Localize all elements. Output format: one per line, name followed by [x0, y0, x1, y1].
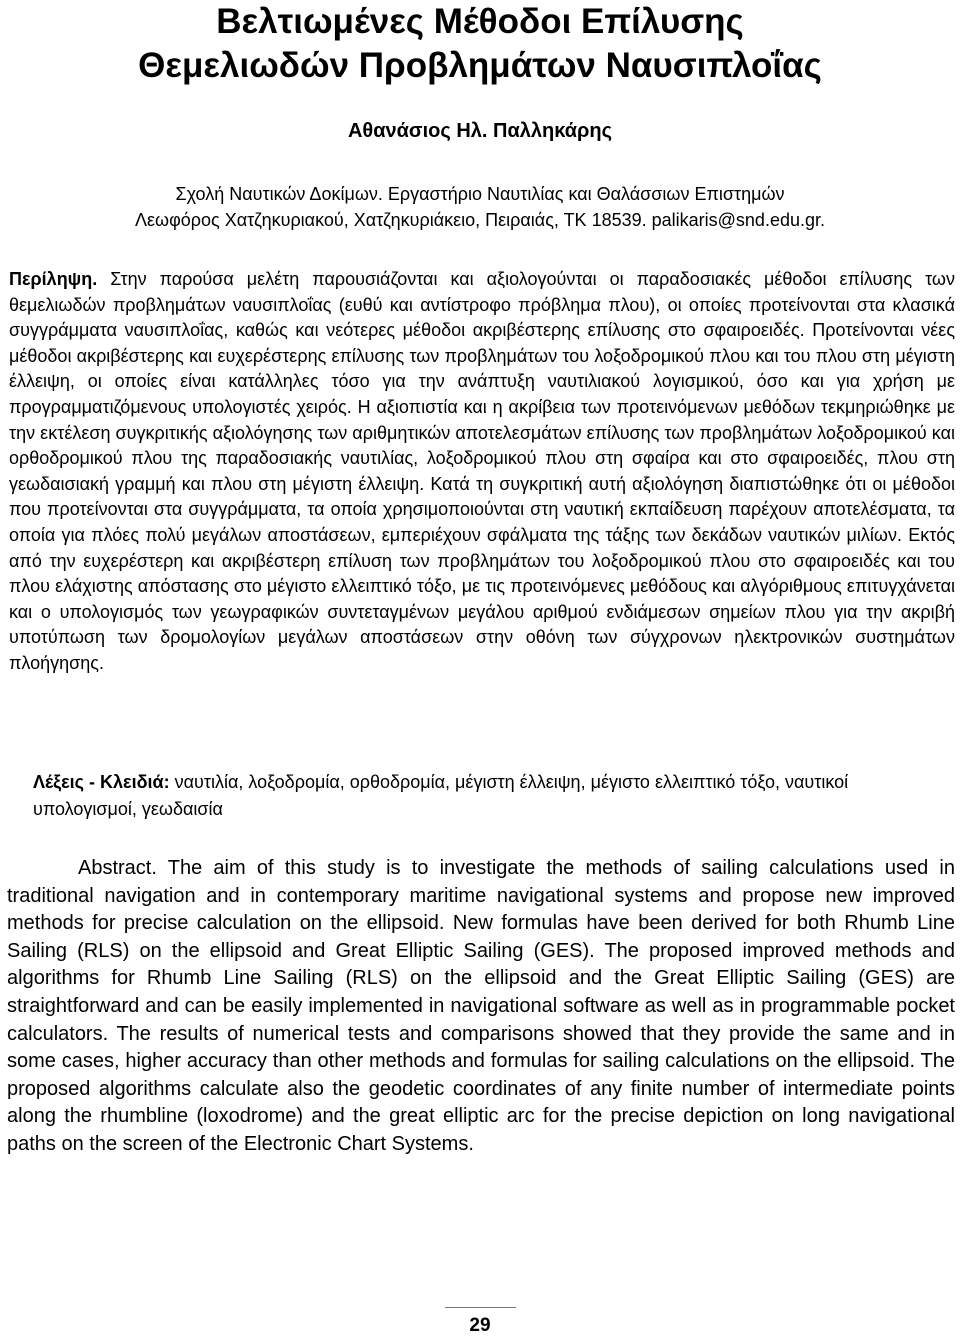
- author-affiliation: [0, 181, 960, 233]
- keywords-label: Λέξεις - Κλειδιά:: [33, 772, 170, 792]
- page-number: 29: [469, 1315, 491, 1336]
- footer-rule: [445, 1307, 516, 1308]
- keywords-text: ναυτιλία, λοξοδρομία, ορθοδρομία, μέγιστη έλλειψη, μέγιστο ελλειπτικό τόξο, ναυτικοί υπολογισμοί, γεωδαισία: [33, 772, 849, 819]
- greek-abstract-text: Στην παρούσα μελέτη παρουσιάζονται και αξιολογούνται οι παραδοσιακές μέθοδοι επίλυσης των θεμελιωδών προβλημάτων ναυσιπλοΐας (ευθύ και αντίστροφο πρόβλημα πλου), οι οποίες προτείνονται στα κλασικά συγγράμματα ναυσιπλοΐας, καθώς και νεότερες μέθοδοι ακριβέστερης επίλυσης στο σφαιροειδές. Προτείνονται νέες μέθοδοι ακριβέστερης και ευχερέστερης επίλυσης των προβλημάτων του λοξοδρομικού πλου και του πλου στη μέγιστη έλλειψη, οι οποίες είναι κατάλληλες τόσο για την ανάπτυξη ναυτιλιακού λογισμικού, όσο και για χρήση με προγραμματιζόμενους υπολογιστές χειρός. Η αξιοπιστία και η ακρίβεια των προτεινόμενων μεθόδων τεκμηριώθηκε με την εκτέλεση συγκριτικής αξιολόγησης των αριθμητικών αποτελεσμάτων επίλυσης των προβλημάτων λοξοδρομικού και ορθοδρομικού πλου της παραδοσιακής ναυτιλίας, λοξοδρομικού πλου στη σφαίρα και στο σφαιροειδές, πλου στη γεωδαισιακή γραμμή και πλου στη μέγιστη έλλειψη. Κατά τη συγκριτική αυτή αξιολόγηση διαπιστώθηκε ότι οι μέθοδοι που προτείνονται στα συγγράμματα, τα οποία χρησιμοποιούνται στη ναυτική εκπαίδευση παρέχουν αποτελέσματα, τα οποία για πλόες πολύ μεγάλων αποστάσεων, εμπεριέχουν σφάλματα της τάξης των δεκάδων ναυτικών μιλίων. Εκτός από την ευχερέστερη και ακριβέστερη επίλυση των προβλημάτων του λοξοδρομικού πλου στο σφαιροειδές και του πλου ελάχιστης απόστασης στο μέγιστο ελλειπτικό τόξο, με τις προτεινόμενες μεθόδους και αλγόριθμους επιτυγχάνεται και ο υπολογισμός των γεωγραφικών συντεταγμένων μεγάλου αριθμού ενδιάμεσων σημείων πλου για την ακριβή υποτύπωση των δρομολογίων μεγάλων αποστάσεων στην οθόνη των σύγχρονων ηλεκτρονικών συστημάτων πλοήγησης.: [9, 269, 955, 673]
- title-line-2: Θεμελιωδών Προβλημάτων Ναυσιπλοΐας: [138, 46, 822, 85]
- author-name: Αθανάσιος Ηλ. Παλληκάρης: [347, 120, 613, 142]
- affiliation-line-2: Λεωφόρος Χατζηκυριακού, Χατζηκυριάκειο, Πειραιάς, ΤΚ 18539. palikaris@snd.edu.gr.: [135, 210, 825, 230]
- greek-abstract-label: Περίληψη.: [9, 269, 98, 289]
- affiliation-line-1: Σχολή Ναυτικών Δοκίμων. Εργαστήριο Ναυτιλίας και Θαλάσσιων Επιστημών: [175, 184, 785, 204]
- paper-title: [0, 0, 960, 88]
- english-abstract: Abstract. The aim of this study is to investigate the methods of sailing calculations used in traditional navigation and in contemporary maritime navigational systems and propose new improved methods for precise calculation on the ellipsoid. New formulas have been derived for both Rhumb Line Sailing (RLS) on the ellipsoid and Great Elliptic Sailing (GES). The proposed improved methods and algorithms for Rhumb Line Sailing (RLS) on the ellipsoid and the Great Elliptic Sailing (GES) are straightforward and can be easily implemented in navigational software as well as in programmable pocket calculators. The results of numerical tests and comparisons showed that they provide the same and in some cases, higher accuracy than other methods and formulas for sailing calculations on the ellipsoid. The proposed algorithms calculate also the geodetic coordinates of any finite number of intermediate points along the rhumbline (loxodrome) and the great elliptic arc for the precise depiction on long navigational paths on the screen of the Electronic Chart Systems.: [7, 857, 955, 1155]
- keywords: [33, 769, 955, 823]
- greek-abstract: [9, 267, 955, 677]
- title-line-1: Βελτιωμένες Μέθοδοι Επίλυσης: [216, 2, 744, 41]
